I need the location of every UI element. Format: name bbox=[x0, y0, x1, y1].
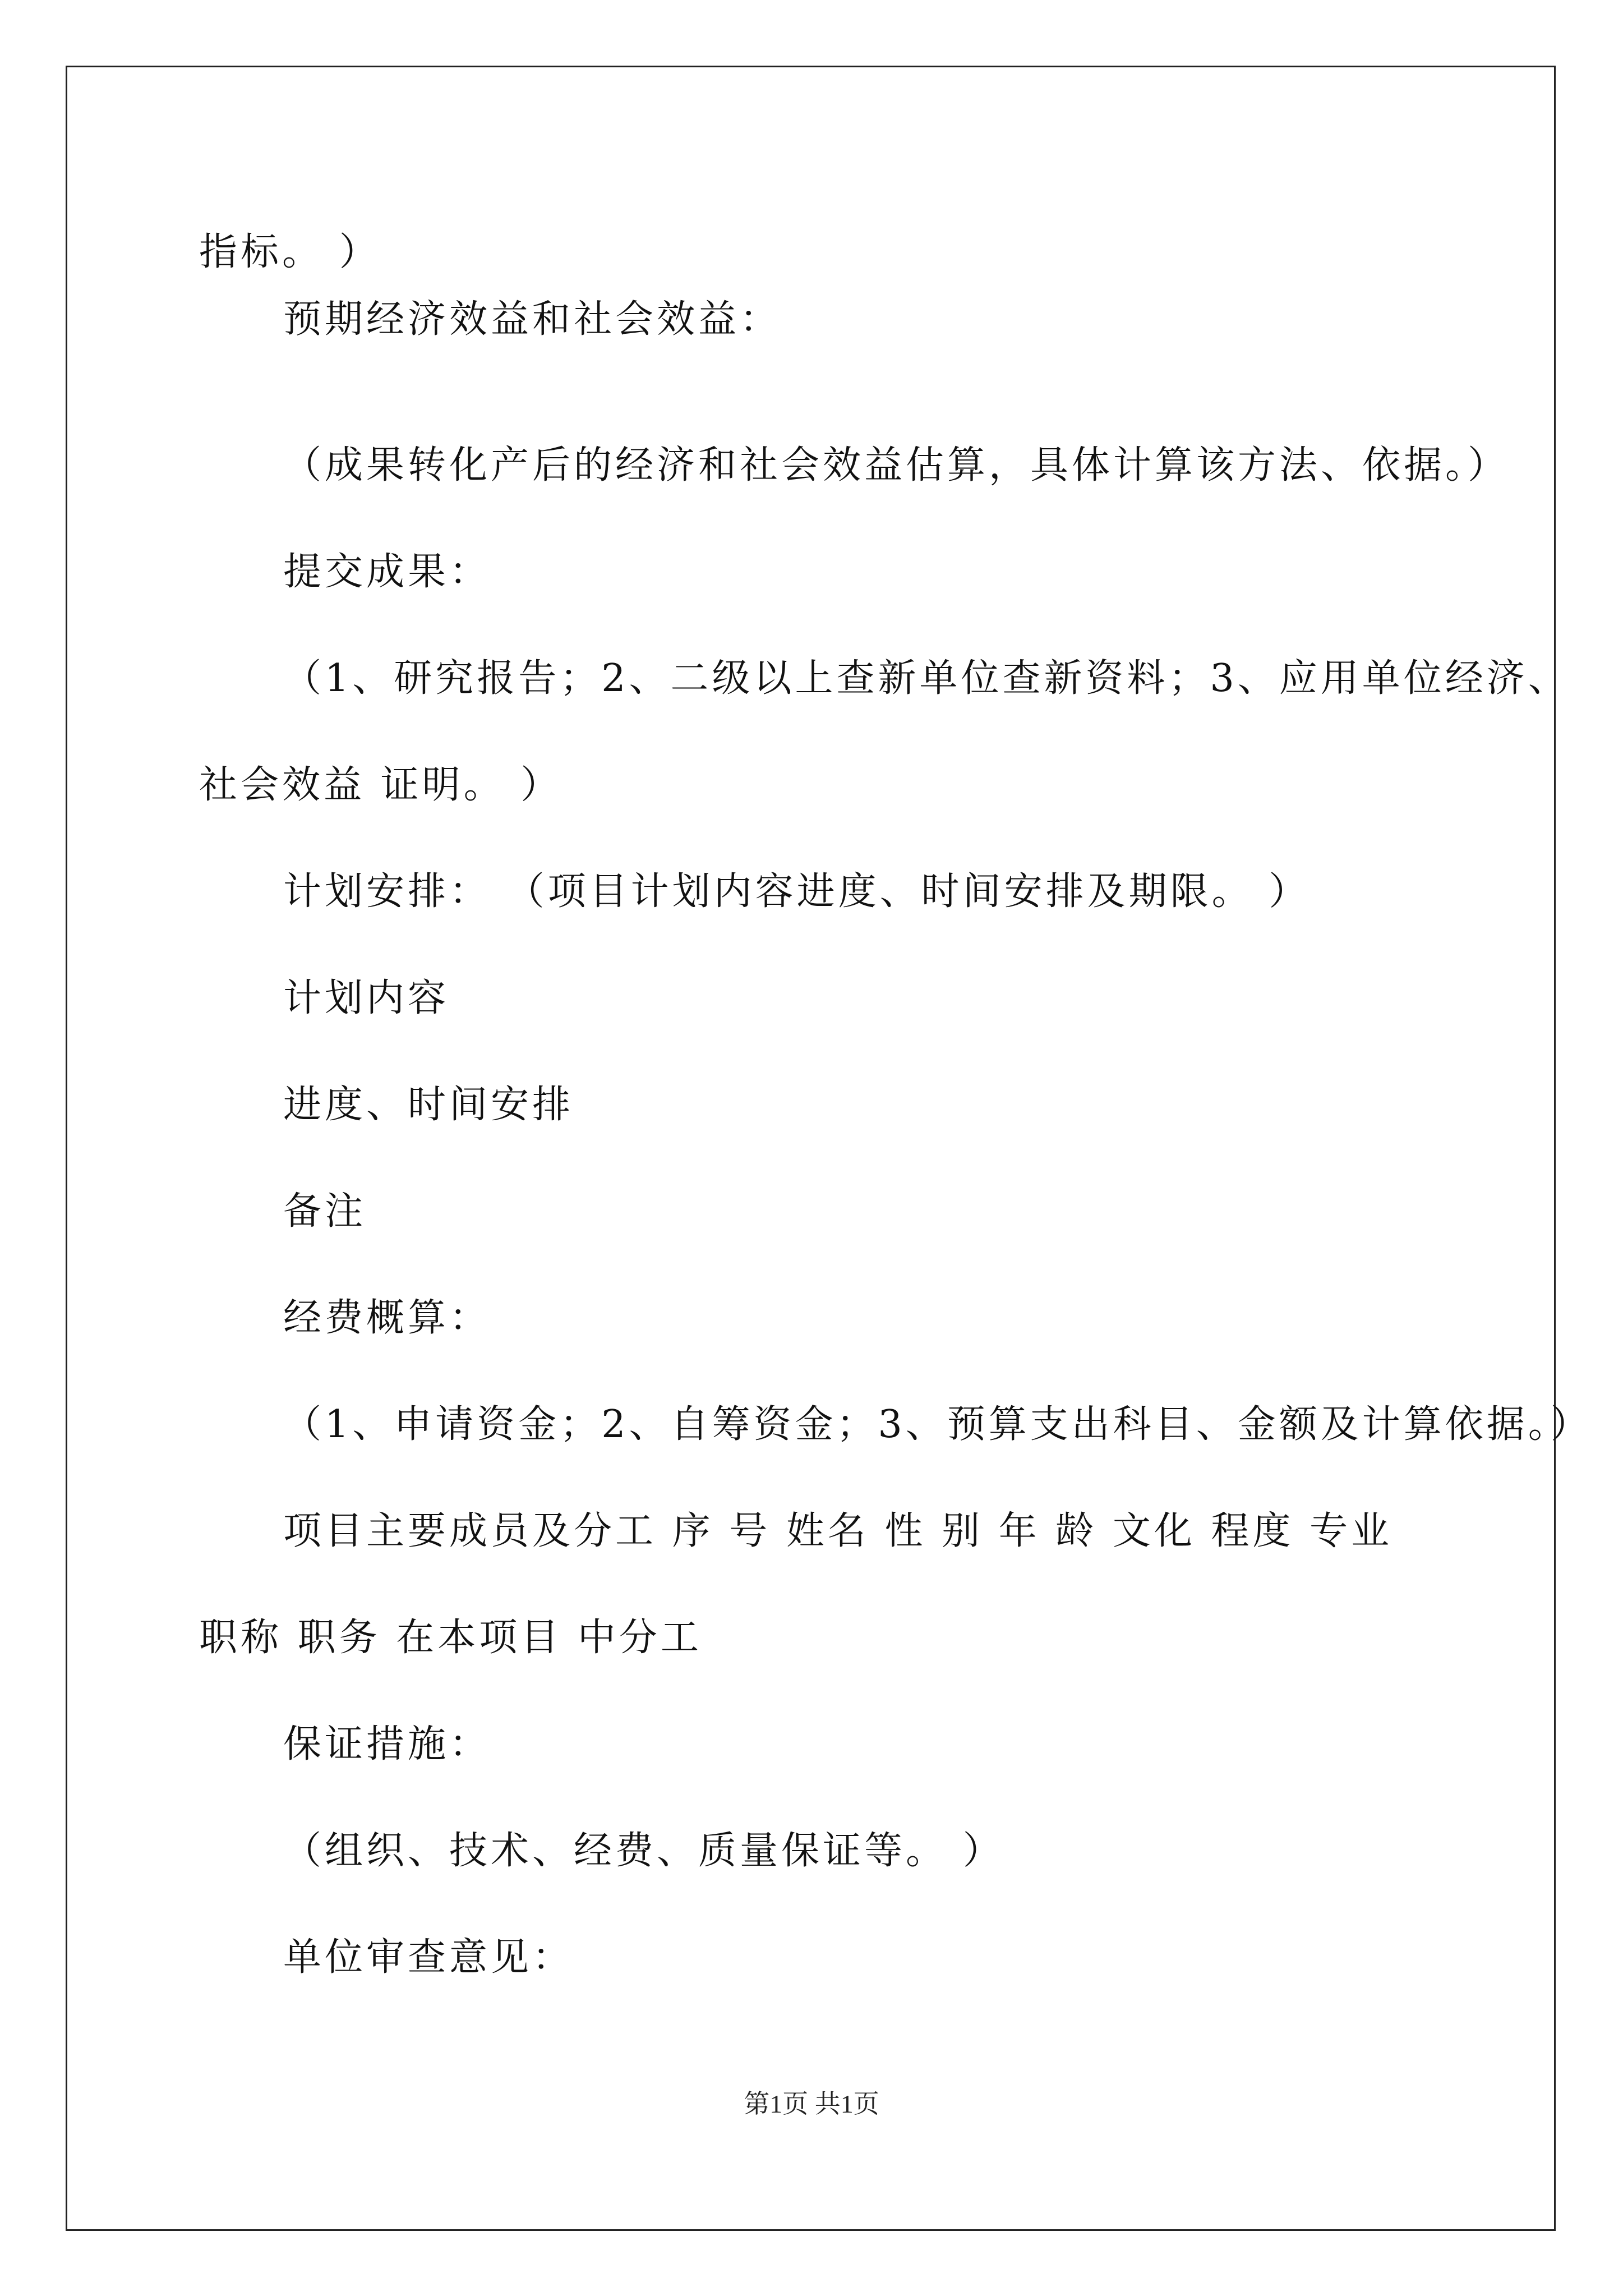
heading-unit-review: 单位审查意见： bbox=[283, 1935, 574, 1980]
text-line: 项目主要成员及分工 序 号 姓名 性 别 年 龄 文化 程度 专业 bbox=[283, 1509, 1393, 1553]
heading-budget: 经费概算： bbox=[283, 1296, 491, 1340]
page-number-footer: 第1页 共1页 bbox=[744, 2090, 879, 2118]
text-line: （成果转化产后的经济和社会效益估算，具体计算该方法、依据。） bbox=[283, 443, 1510, 487]
text-line: （1、研究报告；2、二级以上查新单位查新资料；3、应用单位经济、 bbox=[283, 656, 1570, 701]
text-line: 指标。 ） bbox=[199, 230, 381, 274]
text-line: 计划内容 bbox=[283, 976, 450, 1020]
text-line: （组织、技术、经费、质量保证等。 ） bbox=[283, 1829, 1004, 1873]
heading-expected-benefits: 预期经济效益和社会效益： bbox=[283, 297, 782, 342]
heading-plan-arrangement: 计划安排： （项目计划内容进度、时间安排及期限。 ） bbox=[283, 869, 1311, 914]
text-line: 职称 职务 在本项目 中分工 bbox=[199, 1616, 702, 1660]
heading-guarantee-measures: 保证措施： bbox=[283, 1722, 491, 1766]
page-border bbox=[66, 66, 1556, 2231]
text-line: （1、申请资金；2、自筹资金；3、预算支出科目、金额及计算依据。） bbox=[283, 1402, 1592, 1447]
heading-submitted-results: 提交成果： bbox=[283, 550, 491, 594]
text-line: 备注 bbox=[283, 1189, 367, 1234]
text-line: 社会效益 证明。 ） bbox=[199, 763, 562, 807]
text-line: 进度、时间安排 bbox=[283, 1083, 574, 1127]
